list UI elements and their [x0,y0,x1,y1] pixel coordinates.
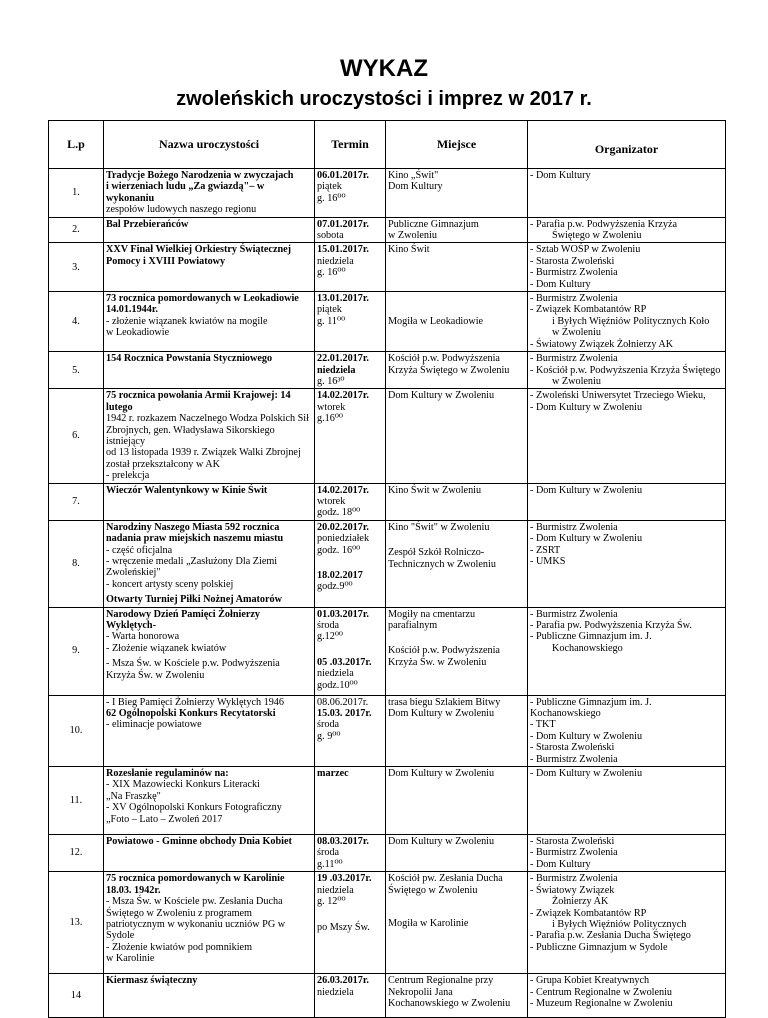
cell-line: piątek [317,181,342,193]
cell-line: godz.9⁰⁰ [317,581,353,593]
cell-termin [315,974,386,1018]
cell-line: Rozesłanie regulaminów na: [106,768,229,780]
cell-line: po Mszy Św. [317,921,370,933]
cell-line: g.12⁰⁰ [317,631,343,643]
cell-lp: 12. [49,835,104,872]
cell-line: - I Bieg Pamięci Żołnierzy Wyklętych 1946 [106,696,284,708]
cell-line: 154 Rocznica Powstania Styczniowego [106,353,273,365]
cell-line: Tradycje Bożego Narodzenia w zwyczajach [106,170,294,181]
cell-line: Krzyża Św. w Zwoleniu [106,669,205,681]
cell-line: wtorek [317,495,346,507]
cell-line: - XIX Mazowiecki Konkurs Literacki [106,779,260,791]
cell-line: Mogiła w Leokadiowie [388,315,484,327]
cell-line: - prelekcja [106,470,150,482]
cell-line: - Dom Kultury w Zwoleniu [530,484,643,496]
cell-line: 75 rocznica powołania Armii Krajowej: 14 lutego [106,390,291,413]
cell-nazwa [104,767,315,835]
cell-line: i wierzeniach ludu „Za gwiazdą"– w wykonaniu [106,181,265,204]
cell-line: godz.10⁰⁰ [317,679,358,691]
cell-nazwa [104,520,315,607]
cell-line: - złożenie wiązanek kwiatów na mogile [106,315,268,327]
cell-line: Świętego w Zwoleniu [552,230,642,242]
cell-miejsce [386,483,528,520]
cell-line: Wieczór Walentynkowy w Kinie Świt [106,484,268,496]
cell-line: - koncert artysty sceny polskiej [106,578,234,590]
cell-line: Żołnierzy AK [552,896,609,908]
cell-nazwa [104,243,315,292]
table-row [49,974,726,1018]
cell-miejsce [386,607,528,695]
cell-line: 62 Ogólnopolski Konkurs Recytatorski [106,708,276,720]
cell-line: niedziela [317,255,354,267]
cell-line: w Zwoleniu [552,375,601,387]
cell-line: Nekropolii Jana [388,986,453,998]
cell-line: - Warta honorowa [106,631,180,643]
cell-line: niedziela [317,884,354,896]
cell-line: - Starosta Zwoleński [530,255,615,267]
cell-nazwa [104,483,315,520]
cell-line: Dom Kultury [388,181,443,193]
cell-line: Narodziny Naszego Miasta 592 rocznica [106,521,280,533]
cell-lp: 6. [49,389,104,483]
cell-line: - Burmistrz Zwolenia [530,521,618,533]
cell-line: Otwarty Turniej Piłki Nożnej Amatorów [106,594,283,606]
table-row [49,217,726,243]
cell-line: niedziela [317,364,356,376]
cell-nazwa [104,217,315,243]
cell-line: 26.03.2017r. [317,975,369,987]
cell-line: 1942 r. rozkazem Naczelnego Wodza Polskich Sił [106,413,309,425]
cell-line: 05 .03.2017r. [317,656,372,668]
cell-organizator [528,974,726,1018]
cell-line: - TKT [530,719,556,731]
cell-line: środa [317,719,340,731]
cell-nazwa [104,352,315,389]
cell-line: - Publiczne Gimnazjum im. J. Kochanowskiego [530,696,652,720]
cell-line: - Związek Kombatantów RP [530,304,647,316]
cell-termin [315,389,386,483]
table-row [49,835,726,872]
cell-line: i Byłych Więźniów Politycznych Koło [552,315,710,327]
cell-termin [315,352,386,389]
cell-termin [315,243,386,292]
cell-line: Zwoleńskiej" [106,567,161,579]
table-row [49,243,726,292]
cell-organizator [528,695,726,766]
cell-line: „Na Fraszkę" [106,790,161,802]
cell-organizator [528,243,726,292]
cell-line: Kino "Świt" w Zwoleniu [388,521,490,533]
cell-line: - Złożenie wiązanek kwiatów [106,642,227,654]
cell-line: 08.06.2017r. [317,696,369,708]
cell-organizator [528,169,726,218]
cell-line: Wyklętych- [106,620,156,632]
cell-miejsce [386,520,528,607]
cell-line: Dom Kultury w Zwoleniu [388,768,495,780]
cell-nazwa [104,169,315,218]
cell-line: Dom Kultury w Zwoleniu [388,708,495,720]
cell-line: g. 11⁰⁰ [317,315,346,327]
cell-line: Kino „Świt" [388,170,439,181]
cell-line: - Związek Kombatantów RP [530,907,647,919]
cell-line: 15.01.2017r. [317,244,369,256]
cell-line: patriotycznym w wykonaniu uczniów PG w [106,918,286,930]
cell-line: - Burmistrz Zwolenia [530,753,618,765]
cell-line: g. 12⁰⁰ [317,896,346,908]
cell-line: - Sztab WOŚP w Zwoleniu [530,244,641,256]
cell-lp: 5. [49,352,104,389]
table-row [49,520,726,607]
cell-line: Publiczne Gimnazjum [388,218,479,230]
cell-line: niedziela [317,986,354,998]
cell-organizator [528,352,726,389]
cell-organizator [528,217,726,243]
cell-line: Kochanowskiego [552,642,623,654]
cell-line: - Kościół p.w. Podwyższenia Krzyża Świętego [530,364,721,376]
cell-line: 07.01.2017r. [317,218,369,230]
cell-line: - ZSRT [530,544,561,556]
cell-line: Kochanowskiego w Zwoleniu [388,998,511,1010]
cell-line: i Byłych Więźniów Politycznych [552,918,687,930]
cell-line: 18.03. 1942r. [106,884,161,896]
cell-line: Kościół pw. Zesłania Ducha [388,873,503,885]
cell-line: parafialnym [388,620,438,632]
cell-miejsce [386,974,528,1018]
cell-lp: 3. [49,243,104,292]
cell-line: - Światowy Związek [530,884,615,896]
table-body [49,169,726,1018]
cell-lp: 14 [49,974,104,1018]
cell-organizator [528,483,726,520]
header-lp: L.p [49,121,104,169]
cell-line: - Burmistrz Zwolenia [530,873,618,885]
cell-line: środa [317,620,340,632]
cell-line: Technicznych w Zwoleniu [388,558,496,570]
cell-lp: 4. [49,292,104,352]
cell-organizator [528,389,726,483]
cell-line: Mogiły na cmentarzu [388,608,476,620]
cell-line: 15.03. 2017r. [317,708,372,720]
cell-organizator [528,835,726,872]
table-row [49,767,726,835]
cell-line: Kino Świt [388,244,430,256]
table-row [49,483,726,520]
cell-line: - Dom Kultury [530,170,591,181]
cell-line: niedziela [317,668,354,680]
table-row [49,607,726,695]
cell-line: w Zwoleniu [388,230,437,242]
cell-line: - Msza Św. w Kościele pw. Zesłania Ducha [106,896,283,908]
cell-miejsce [386,872,528,974]
cell-line: 14.02.2017r. [317,484,369,496]
cell-line: Sydole [106,930,135,942]
cell-line: Świętego w Zwoleniu [388,884,478,896]
cell-nazwa [104,695,315,766]
cell-line: - Parafia p.w. Zesłania Ducha Świętego [530,930,691,942]
cell-line: 18.02.2017 [317,570,363,581]
cell-line: Zbrojnych, gen. Władysława Sikorskiego istniejący [106,424,275,447]
cell-termin [315,292,386,352]
cell-line: 75 rocznica pomordowanych w Karolinie [106,873,285,885]
cell-line: 20.02.2017r. [317,521,369,533]
cell-line: środa [317,847,340,859]
cell-termin [315,767,386,835]
cell-line: - Publiczne Gimnazjum w Sydole [530,941,668,953]
header-nazwa: Nazwa uroczystości [104,121,315,169]
cell-organizator [528,520,726,607]
cell-line: Kościół p.w. Podwyższenia [388,645,500,657]
cell-miejsce [386,292,528,352]
cell-line: - Dom Kultury w Zwoleniu [530,401,643,413]
cell-line: - Burmistrz Zwolenia [530,353,618,365]
cell-organizator [528,872,726,974]
cell-line: „Foto – Lato – Zwoleń 2017 [106,813,223,825]
cell-line: w Zwoleniu [552,327,601,339]
cell-line: - Grupa Kobiet Kreatywnych [530,975,650,987]
cell-organizator [528,607,726,695]
cell-line: - Publiczne Gimnazjum im. J. [530,631,652,643]
cell-line: g.16⁰⁰ [317,413,343,425]
cell-line: g. 16⁰⁰ [317,192,346,204]
cell-line: 08.03.2017r. [317,836,369,848]
cell-line: - Dom Kultury [530,278,591,290]
table-row [49,389,726,483]
cell-lp: 9. [49,607,104,695]
cell-lp: 11. [49,767,104,835]
cell-termin [315,169,386,218]
cell-termin [315,520,386,607]
cell-nazwa [104,292,315,352]
cell-termin [315,483,386,520]
cell-miejsce [386,695,528,766]
cell-line: trasa biegu Szlakiem Bitwy [388,696,501,708]
cell-line: - Burmistrz Zwolenia [530,847,618,859]
cell-line: godz. 18⁰⁰ [317,507,361,519]
cell-line: od 13 listopada 1939 r. Związek Walki Zbrojnej [106,447,301,459]
cell-line: - Msza Św. w Kościele p.w. Podwyższenia [106,658,280,670]
cell-line: 19 .03.2017r. [317,873,372,885]
cell-line: w Karolinie [106,953,155,965]
cell-line: XXV Finał Wielkiej Orkiestry Świątecznej [106,244,292,256]
cell-line: piątek [317,304,342,316]
cell-line: - Dom Kultury w Zwoleniu [530,533,643,545]
cell-line: - Światowy Związek Żołnierzy AK [530,338,674,350]
cell-lp: 1. [49,169,104,218]
cell-line: g. 9⁰⁰ [317,730,341,742]
cell-nazwa [104,389,315,483]
cell-line: Zespół Szkół Rolniczo- [388,547,485,559]
cell-line: - Burmistrz Zwolenia [530,293,618,305]
cell-miejsce [386,389,528,483]
cell-termin [315,607,386,695]
cell-line: 01.03.2017r. [317,608,369,620]
cell-termin [315,217,386,243]
cell-organizator [528,767,726,835]
cell-line: - XV Ogólnopolski Konkurs Fotograficzny [106,802,282,814]
table-row [49,695,726,766]
cell-miejsce [386,835,528,872]
cell-lp: 7. [49,483,104,520]
cell-nazwa [104,607,315,695]
cell-line: Dom Kultury w Zwoleniu [388,836,495,848]
cell-line: poniedziałek [317,533,370,545]
header-organizator: Organizator [528,121,726,169]
cell-line: - część oficjalna [106,544,173,556]
cell-line: - Dom Kultury w Zwoleniu [530,730,643,742]
cell-termin [315,695,386,766]
cell-line: 13.01.2017r. [317,293,369,305]
table-row [49,872,726,974]
cell-line: g. 16³⁰ [317,375,345,387]
cell-line: Dom Kultury w Zwoleniu [388,390,495,402]
cell-line: - Muzeum Regionalne w Zwoleniu [530,998,673,1010]
cell-line: Kiermasz świąteczny [106,975,198,987]
table-row [49,352,726,389]
cell-line: - Centrum Regionalne w Zwoleniu [530,986,673,998]
cell-line: Bal Przebierańców [106,218,189,230]
cell-line: Kino Świt w Zwoleniu [388,484,482,496]
table-header-row [49,121,726,169]
cell-line: - Dom Kultury w Zwoleniu [530,768,643,780]
cell-line: - Dom Kultury [530,858,591,870]
document-title: WYKAZ [340,55,428,82]
cell-miejsce [386,767,528,835]
cell-lp: 13. [49,872,104,974]
cell-line: zespołów ludowych naszego regionu [106,204,257,216]
cell-line: Centrum Regionalne przy [388,975,494,987]
cell-line: wtorek [317,401,346,413]
cell-line: 14.01.1944r. [106,304,158,316]
cell-termin [315,872,386,974]
cell-line: Narodowy Dzień Pamięci Żołnierzy [106,608,261,620]
cell-line: godz. 16⁰⁰ [317,544,361,556]
cell-line: - Burmistrz Zwolenia [530,267,618,279]
cell-line: Krzyża Świętego w Zwoleniu [388,364,510,376]
cell-line: został przekształcony w AK [106,458,221,470]
cell-line: g. 16⁰⁰ [317,267,346,279]
cell-line: 14.02.2017r. [317,390,369,402]
cell-lp: 2. [49,217,104,243]
cell-line: marzec [317,768,349,780]
cell-line: Powiatowo - Gminne obchody Dnia Kobiet [106,836,292,848]
cell-line: w Leokadiowie [106,327,170,339]
cell-lp: 8. [49,520,104,607]
cell-line: 22.01.2017r. [317,353,369,365]
cell-lp: 10. [49,695,104,766]
header-miejsce: Miejsce [386,121,528,169]
cell-miejsce [386,217,528,243]
cell-line: Krzyża Św. w Zwoleniu [388,656,487,668]
cell-miejsce [386,352,528,389]
cell-line: - Parafia p.w. Podwyższenia Krzyża [530,218,677,230]
cell-line: Kościół p.w. Podwyższenia [388,353,500,365]
cell-miejsce [386,169,528,218]
cell-line: - eliminacje powiatowe [106,719,202,731]
cell-line: - Zwoleński Uniwersytet Trzeciego Wieku, [530,390,706,402]
cell-line: sobota [317,230,344,242]
cell-miejsce [386,243,528,292]
cell-line: g.11⁰⁰ [317,858,343,870]
cell-line: - wręczenie medali „Zasłużony Dla Ziemi [106,556,278,567]
cell-line: Pomocy i XVIII Powiatowy [106,255,226,267]
cell-nazwa [104,835,315,872]
cell-line: 06.01.2017r. [317,170,369,181]
events-table [48,120,726,1018]
table-row [49,292,726,352]
cell-nazwa [104,974,315,1018]
cell-line: Świętego w Zwoleniu z programem [106,907,252,919]
document-subtitle: zwoleńskich uroczystości i imprez w 2017 r. [176,88,592,110]
header-termin: Termin [315,121,386,169]
cell-line: nadania praw miejskich naszemu miastu [106,533,284,545]
table-row [49,169,726,218]
cell-line: - Starosta Zwoleński [530,836,615,848]
cell-line: - Starosta Zwoleński [530,742,615,754]
cell-termin [315,835,386,872]
cell-line: 73 rocznica pomordowanych w Leokadiowie [106,293,299,305]
cell-organizator [528,292,726,352]
cell-line: - UMKS [530,556,566,567]
cell-nazwa [104,872,315,974]
cell-line: - Złożenie kwiatów pod pomnikiem [106,941,252,953]
cell-line: - Burmistrz Zwolenia [530,608,618,620]
cell-line: - Parafia pw. Podwyższenia Krzyża Św. [530,620,692,632]
cell-line: Mogiła w Karolinie [388,918,469,930]
